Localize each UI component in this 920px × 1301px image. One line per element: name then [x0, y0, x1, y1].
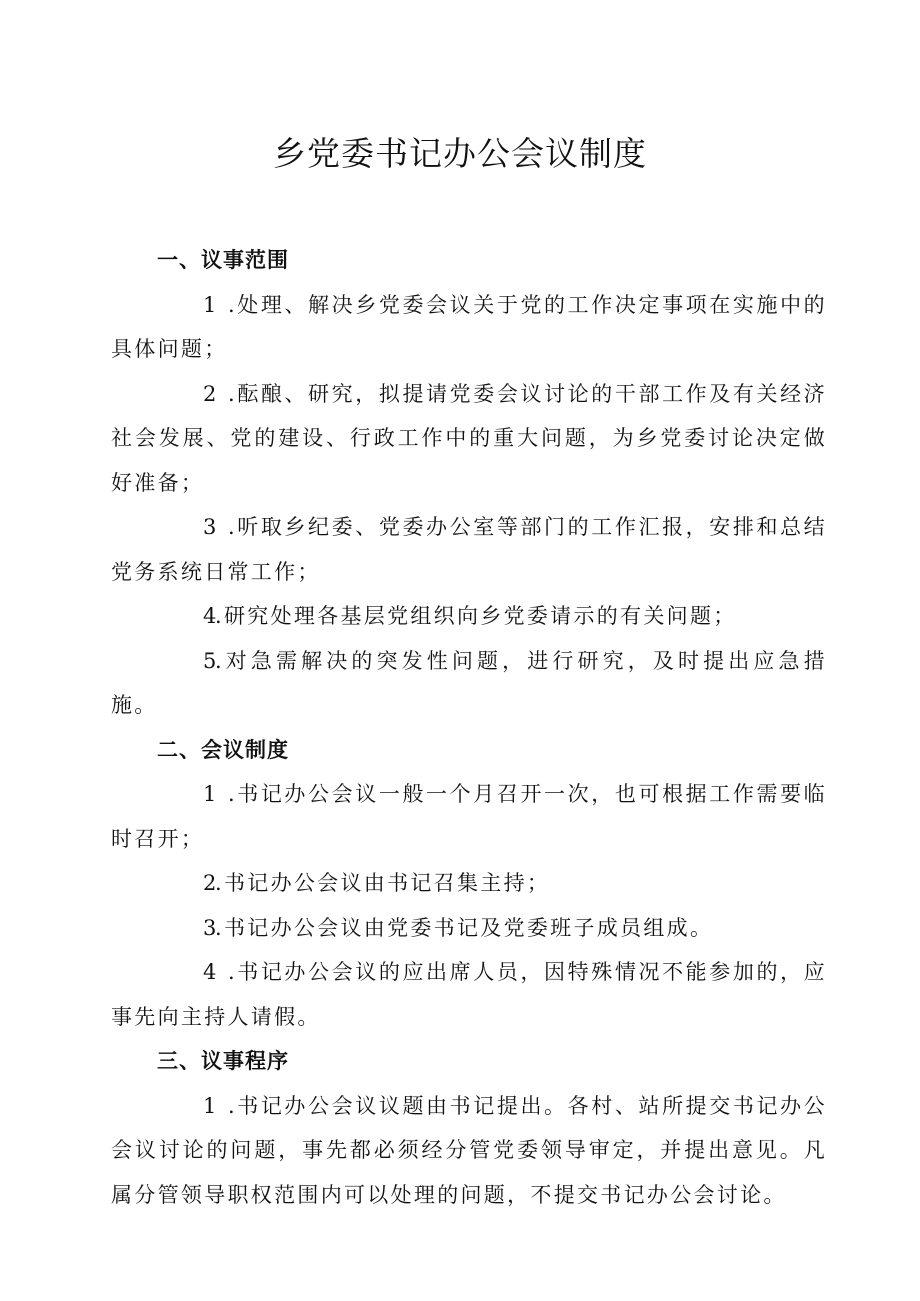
item-number: 4	[203, 960, 219, 984]
section-heading: 二、会议制度	[157, 737, 289, 762]
item-text: .书记办公会议由党委书记及党委班子成员组成。	[215, 915, 714, 940]
item-text: .听取乡纪委、党委办公室等部门的工作汇报，安排和总结党务系统日常工作；	[111, 515, 827, 584]
list-item	[111, 1084, 827, 1218]
list-item	[111, 950, 827, 1039]
item-number: 2	[203, 871, 219, 895]
item-number: 2	[203, 381, 219, 406]
item-text: .酝酿、研究，拟提请党委会议讨论的干部工作及有关经济社会发展、党的建设、行政工作中的重大问题，为乡党委讨论决定做好准备；	[111, 381, 827, 495]
item-number: 1	[203, 1093, 219, 1118]
document-title: 乡党委书记办公会议制度	[273, 134, 647, 173]
list-item	[111, 372, 827, 506]
list-item	[111, 594, 827, 639]
item-number: 4	[203, 604, 219, 628]
list-item	[111, 772, 827, 861]
list-item	[111, 906, 827, 951]
item-number: 1	[203, 292, 219, 317]
item-number: 3	[203, 915, 219, 940]
list-item	[111, 639, 827, 728]
item-text: .研究处理各基层党组织向乡党委请示的有关问题；	[215, 604, 737, 628]
section-heading: 三、议事程序	[157, 1049, 289, 1073]
section-heading: 一、议事范围	[157, 248, 289, 272]
item-text: .书记办公会议议题由书记提出。各村、站所提交书记办公会议讨论的问题，事先都必须经分管党委领导审定，并提出意见。凡属分管领导职权范围内可以处理的问题，不提交书记办公会讨论。	[111, 1093, 827, 1207]
item-text: .对急需解决的突发性问题，进行研究，及时提出应急措施。	[111, 648, 827, 717]
item-number: 1	[203, 782, 219, 806]
item-number: 3	[203, 515, 219, 539]
item-text: .书记办公会议的应出席人员，因特殊情况不能参加的，应事先向主持人请假。	[111, 960, 827, 1029]
document-body	[111, 238, 827, 1217]
list-item	[111, 283, 827, 372]
item-number: 5	[203, 648, 219, 673]
item-text: .书记办公会议由书记召集主持；	[215, 871, 551, 895]
list-item	[111, 505, 827, 594]
item-text: .处理、解决乡党委会议关于党的工作决定事项在实施中的具体问题；	[111, 292, 827, 361]
item-text: .书记办公会议一般一个月召开一次，也可根据工作需要临时召开；	[111, 782, 827, 851]
list-item	[111, 861, 827, 906]
